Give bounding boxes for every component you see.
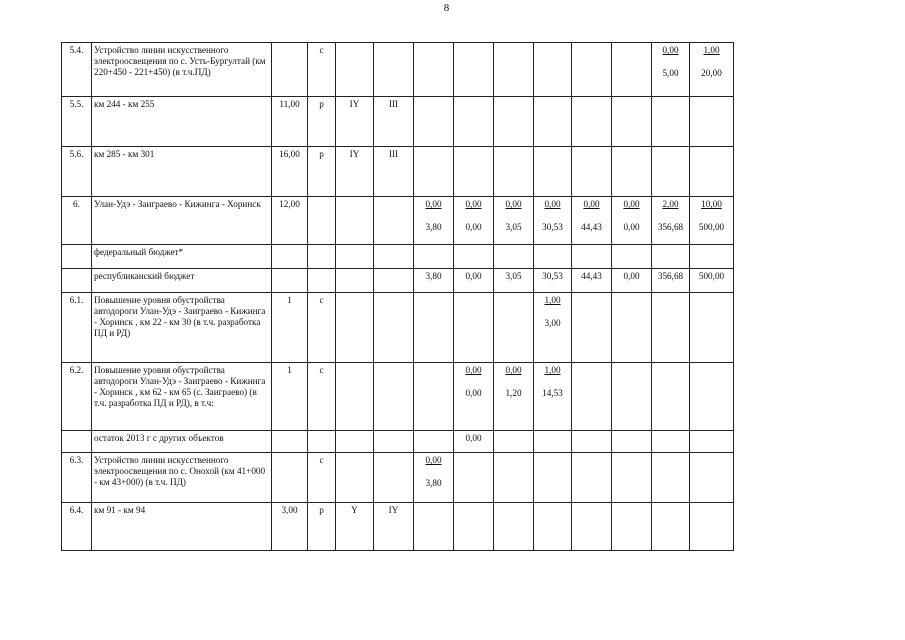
value-bottom: 3,80: [425, 222, 442, 233]
object-name: км 244 - км 255: [92, 97, 272, 147]
length-km: 3,00: [272, 503, 308, 551]
year-value-cell: [534, 363, 572, 431]
year-value-cell: [612, 431, 652, 453]
year-value-cell: [454, 503, 494, 551]
length-km: 11,00: [272, 97, 308, 147]
category-target: IY: [374, 503, 414, 551]
object-name: км 285 - км 301: [92, 147, 272, 197]
category-target: [374, 245, 414, 269]
value-bottom: 1,20: [505, 388, 522, 399]
year-value-cell: [414, 43, 454, 97]
category-target: [374, 363, 414, 431]
year-value-cell: [652, 431, 690, 453]
year-value-cell: [494, 293, 534, 363]
work-type: р: [308, 147, 336, 197]
year-value-cell: [652, 197, 690, 245]
year-value-cell: [572, 363, 612, 431]
year-value-cell: [454, 363, 494, 431]
year-value-cell: [690, 147, 734, 197]
year-value-cell: [652, 293, 690, 363]
object-name: Устройство линии искусственного электроосвещения по с. Онохой (км 41+000 - км 43+000) (в т.ч. ПД): [92, 453, 272, 503]
year-value-cell: [454, 197, 494, 245]
object-name: Улан-Удэ - Заиграево - Кижинга - Хоринск: [92, 197, 272, 245]
table-row: [62, 269, 734, 293]
year-value-cell: [414, 363, 454, 431]
category-current: [336, 363, 374, 431]
value-bottom: 44,43: [581, 222, 602, 233]
value-top: 0,00: [544, 199, 561, 209]
year-value-cell: [414, 503, 454, 551]
year-value-cell: [612, 363, 652, 431]
value-top: 0,00: [662, 45, 679, 55]
object-name: Повышение уровня обустройства автодороги Улан-Удэ - Заиграево - Кижинга - Хоринск , км 62 - км 65 (с. Заиграево) (в т.ч. разработка ПД и РД), в т.ч:: [92, 363, 272, 431]
value-bottom: 5,00: [662, 68, 679, 79]
value-top: 1,00: [544, 365, 561, 375]
year-value-cell: [652, 43, 690, 97]
year-value-cell: [652, 147, 690, 197]
value-top: 0,00: [465, 199, 482, 209]
table-row: [62, 97, 734, 147]
year-value-cell: [534, 197, 572, 245]
year-value-cell: [414, 197, 454, 245]
year-value-cell: [652, 245, 690, 269]
year-value-cell: [454, 97, 494, 147]
year-value-cell: [690, 197, 734, 245]
year-value-cell: [494, 453, 534, 503]
year-value-cell: [690, 363, 734, 431]
year-value-cell: [454, 431, 494, 453]
year-value-cell: [612, 453, 652, 503]
row-number: [62, 269, 92, 293]
year-value-cell: [494, 431, 534, 453]
row-number: 5.6.: [62, 147, 92, 197]
year-value-cell: [652, 269, 690, 293]
year-value-cell: [494, 97, 534, 147]
length-km: 12,00: [272, 197, 308, 245]
value-top: 0,00: [623, 271, 640, 281]
value-top: 0,00: [505, 199, 522, 209]
year-value-cell: [454, 293, 494, 363]
value-top: 1,00: [544, 295, 561, 305]
table-row: [62, 453, 734, 503]
year-value-cell: [534, 453, 572, 503]
year-value-cell: [690, 97, 734, 147]
category-target: [374, 197, 414, 245]
category-target: III: [374, 147, 414, 197]
year-value-cell: [534, 503, 572, 551]
category-target: [374, 269, 414, 293]
year-value-cell: [612, 43, 652, 97]
object-name: федеральный бюджет*: [92, 245, 272, 269]
value-bottom: 356,68: [657, 222, 684, 233]
value-top: 30,53: [542, 271, 563, 281]
category-target: [374, 453, 414, 503]
year-value-cell: [572, 43, 612, 97]
year-value-cell: [572, 269, 612, 293]
object-name: остаток 2013 г с других объектов: [92, 431, 272, 453]
work-type: [308, 431, 336, 453]
object-name: республиканский бюджет: [92, 269, 272, 293]
table-row: [62, 197, 734, 245]
category-current: Y: [336, 503, 374, 551]
year-value-cell: [572, 245, 612, 269]
row-number: [62, 245, 92, 269]
category-target: III: [374, 97, 414, 147]
year-value-cell: [690, 269, 734, 293]
value-top: 1,00: [703, 45, 720, 55]
row-number: 5.4.: [62, 43, 92, 97]
year-value-cell: [414, 431, 454, 453]
category-current: [336, 245, 374, 269]
year-value-cell: [572, 431, 612, 453]
page-number: 8: [443, 2, 450, 14]
year-value-cell: [534, 97, 572, 147]
value-bottom: 14,53: [542, 388, 563, 399]
value-top: 0,00: [465, 271, 482, 281]
work-type: с: [308, 363, 336, 431]
year-value-cell: [690, 43, 734, 97]
value-bottom: 0,00: [465, 388, 482, 399]
value-top: 2,00: [662, 199, 679, 209]
value-bottom: 30,53: [542, 222, 563, 233]
year-value-cell: [454, 43, 494, 97]
row-number: 6.3.: [62, 453, 92, 503]
value-top: 10,00: [701, 199, 722, 209]
year-value-cell: [414, 245, 454, 269]
table-row: [62, 363, 734, 431]
year-value-cell: [690, 453, 734, 503]
object-name: Устройство линии искусственного электроосвещения по с. Усть-Бургултай (км 220+450 - 221+450) (в т.ч.ПД): [92, 43, 272, 97]
year-value-cell: [690, 245, 734, 269]
year-value-cell: [572, 197, 612, 245]
program-table: [61, 42, 734, 551]
row-number: 6.: [62, 197, 92, 245]
year-value-cell: [494, 363, 534, 431]
year-value-cell: [494, 269, 534, 293]
category-target: [374, 431, 414, 453]
year-value-cell: [454, 453, 494, 503]
row-number: 6.2.: [62, 363, 92, 431]
work-type: с: [308, 453, 336, 503]
value-top: 3,05: [505, 271, 522, 281]
table-row: [62, 293, 734, 363]
category-current: [336, 43, 374, 97]
length-km: 1: [272, 293, 308, 363]
category-current: [336, 197, 374, 245]
row-number: [62, 431, 92, 453]
year-value-cell: [612, 503, 652, 551]
work-type: [308, 197, 336, 245]
table-row: [62, 147, 734, 197]
value-top: 0,00: [623, 199, 640, 209]
value-bottom: 500,00: [698, 222, 725, 233]
value-bottom: 3,05: [505, 222, 522, 233]
table-row: [62, 503, 734, 551]
year-value-cell: [534, 147, 572, 197]
category-target: [374, 293, 414, 363]
work-type: [308, 245, 336, 269]
work-type: с: [308, 43, 336, 97]
value-bottom: 3,00: [544, 318, 561, 329]
year-value-cell: [690, 431, 734, 453]
work-type: р: [308, 503, 336, 551]
year-value-cell: [454, 245, 494, 269]
year-value-cell: [414, 453, 454, 503]
year-value-cell: [690, 503, 734, 551]
year-value-cell: [534, 293, 572, 363]
year-value-cell: [572, 453, 612, 503]
length-km: [272, 43, 308, 97]
year-value-cell: [612, 197, 652, 245]
year-value-cell: [534, 245, 572, 269]
length-km: [272, 431, 308, 453]
year-value-cell: [494, 503, 534, 551]
value-top: 0,00: [583, 199, 600, 209]
year-value-cell: [414, 97, 454, 147]
length-km: 16,00: [272, 147, 308, 197]
year-value-cell: [494, 147, 534, 197]
length-km: [272, 453, 308, 503]
value-bottom: 0,00: [465, 222, 482, 233]
year-value-cell: [572, 97, 612, 147]
value-top: 0,00: [465, 365, 482, 375]
year-value-cell: [534, 43, 572, 97]
work-type: с: [308, 293, 336, 363]
value-bottom: 20,00: [701, 68, 722, 79]
value-top: 0,00: [425, 455, 442, 465]
year-value-cell: [612, 97, 652, 147]
category-current: IY: [336, 147, 374, 197]
year-value-cell: [612, 245, 652, 269]
year-value-cell: [414, 293, 454, 363]
value-top: 0,00: [425, 199, 442, 209]
year-value-cell: [572, 147, 612, 197]
category-target: [374, 43, 414, 97]
table-row: [62, 43, 734, 97]
value-top: 0,00: [465, 433, 482, 443]
year-value-cell: [494, 245, 534, 269]
value-top: 500,00: [698, 271, 725, 281]
work-type: р: [308, 97, 336, 147]
table-row: [62, 245, 734, 269]
length-km: [272, 269, 308, 293]
category-current: [336, 269, 374, 293]
year-value-cell: [652, 97, 690, 147]
year-value-cell: [572, 293, 612, 363]
year-value-cell: [612, 293, 652, 363]
year-value-cell: [652, 363, 690, 431]
year-value-cell: [612, 269, 652, 293]
category-current: [336, 431, 374, 453]
year-value-cell: [572, 503, 612, 551]
value-top: 3,80: [425, 271, 442, 281]
year-value-cell: [534, 431, 572, 453]
category-current: IY: [336, 97, 374, 147]
value-bottom: 0,00: [623, 222, 640, 233]
row-number: 5.5.: [62, 97, 92, 147]
year-value-cell: [454, 147, 494, 197]
row-number: 6.4.: [62, 503, 92, 551]
category-current: [336, 453, 374, 503]
year-value-cell: [690, 293, 734, 363]
value-top: 356,68: [657, 271, 684, 281]
year-value-cell: [652, 453, 690, 503]
value-top: 0,00: [505, 365, 522, 375]
year-value-cell: [414, 269, 454, 293]
table-row: [62, 431, 734, 453]
value-bottom: 3,80: [425, 478, 442, 489]
year-value-cell: [534, 269, 572, 293]
year-value-cell: [454, 269, 494, 293]
year-value-cell: [612, 147, 652, 197]
year-value-cell: [494, 197, 534, 245]
year-value-cell: [494, 43, 534, 97]
length-km: [272, 245, 308, 269]
value-top: 44,43: [581, 271, 602, 281]
length-km: 1: [272, 363, 308, 431]
work-type: [308, 269, 336, 293]
year-value-cell: [652, 503, 690, 551]
object-name: км 91 - км 94: [92, 503, 272, 551]
category-current: [336, 293, 374, 363]
row-number: 6.1.: [62, 293, 92, 363]
year-value-cell: [414, 147, 454, 197]
object-name: Повышение уровня обустройства автодороги Улан-Удэ - Заиграево - Кижинга - Хоринск , км 22 - км 30 (в т.ч. разработка ПД и РД): [92, 293, 272, 363]
